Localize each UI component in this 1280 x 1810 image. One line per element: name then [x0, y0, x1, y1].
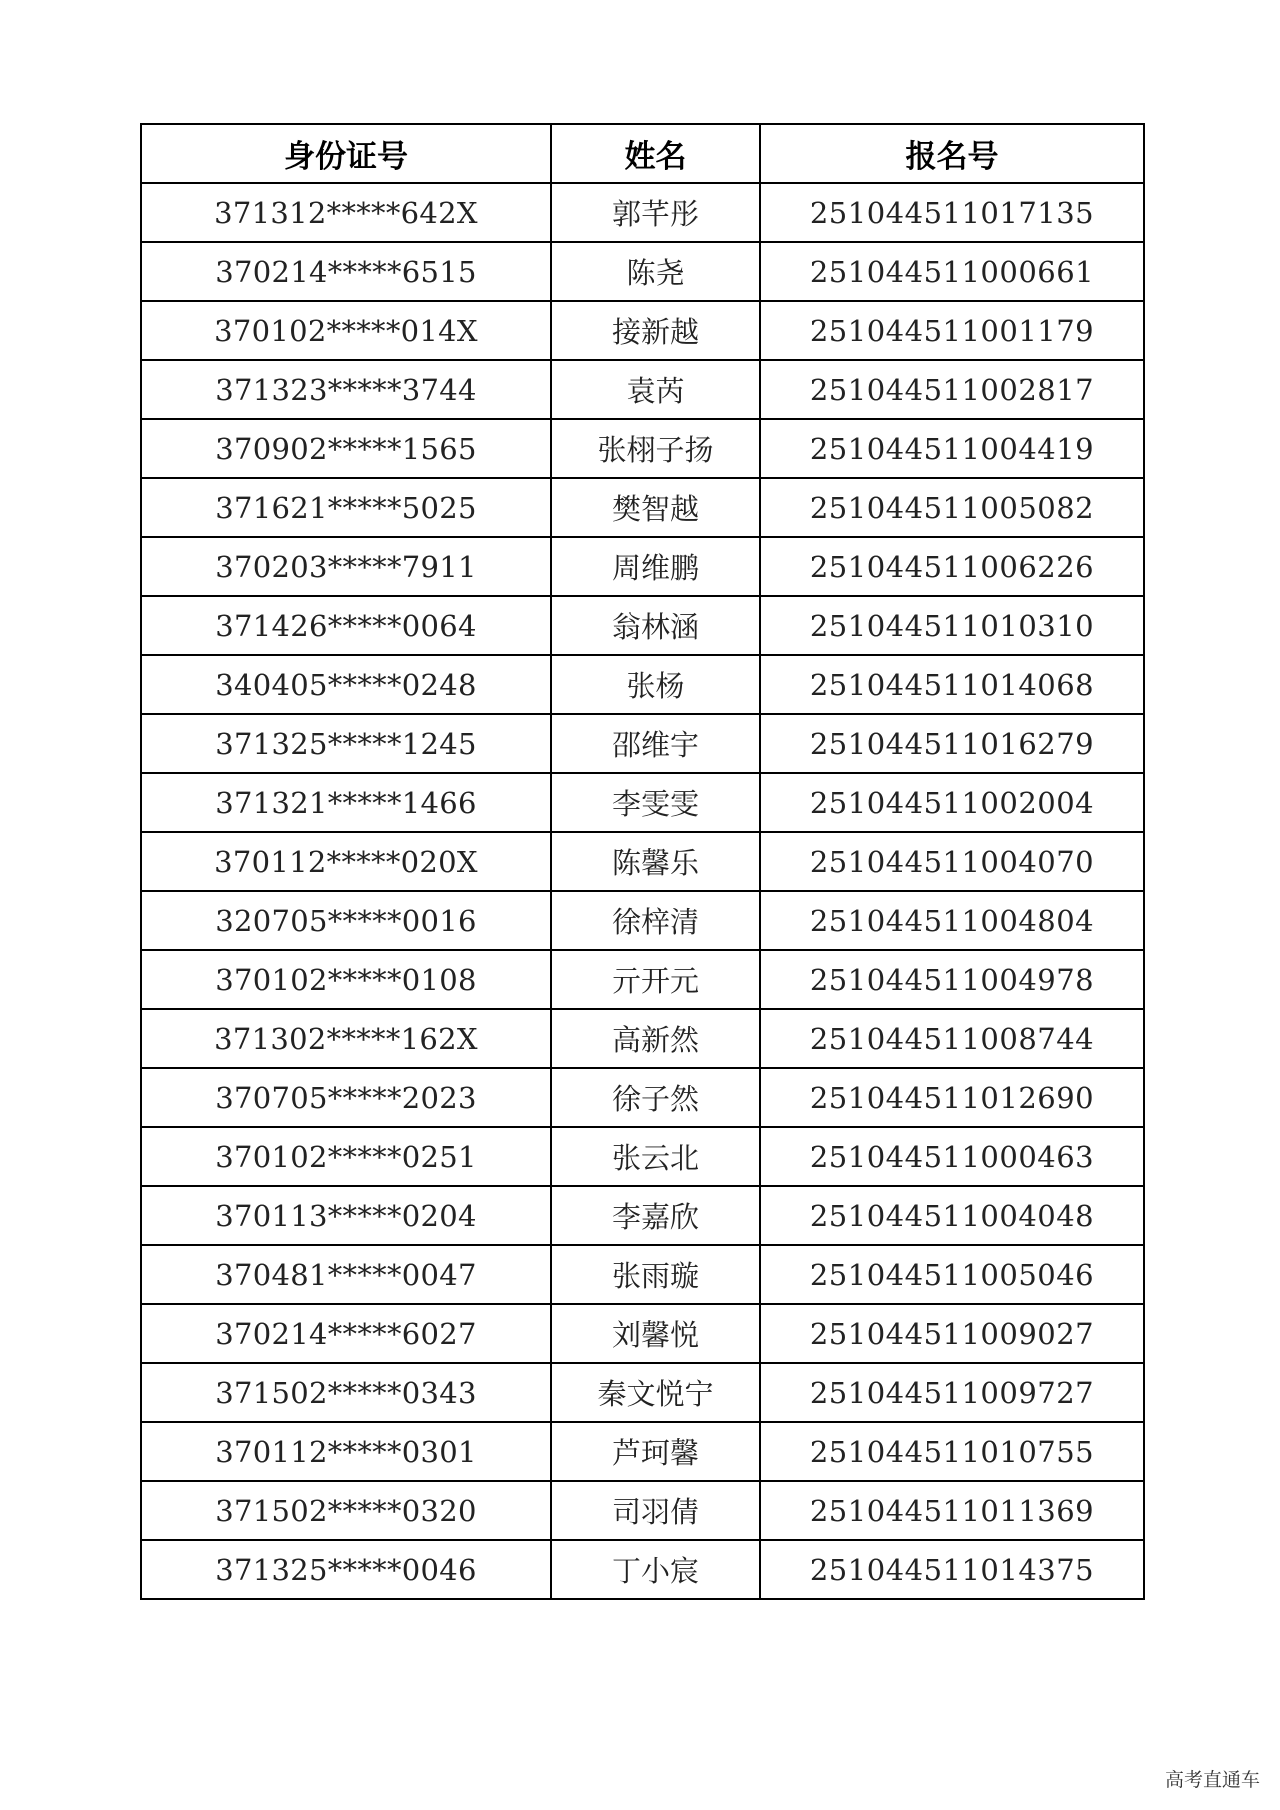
admission-list-table [140, 123, 1145, 1600]
table-row [141, 1363, 1144, 1422]
cell-registration-number: 251044511000661 [760, 242, 1144, 301]
cell-id-number: 370102*****014X [141, 301, 551, 360]
cell-name: 司羽倩 [551, 1481, 760, 1540]
table-row [141, 419, 1144, 478]
cell-id-number: 370902*****1565 [141, 419, 551, 478]
cell-registration-number: 251044511014068 [760, 655, 1144, 714]
cell-id-number: 340405*****0248 [141, 655, 551, 714]
cell-name: 李雯雯 [551, 773, 760, 832]
table-row [141, 655, 1144, 714]
cell-id-number: 371621*****5025 [141, 478, 551, 537]
cell-name: 张杨 [551, 655, 760, 714]
cell-id-number: 370705*****2023 [141, 1068, 551, 1127]
cell-id-number: 370214*****6515 [141, 242, 551, 301]
table-row [141, 1127, 1144, 1186]
cell-registration-number: 251044511002004 [760, 773, 1144, 832]
cell-registration-number: 251044511009727 [760, 1363, 1144, 1422]
cell-id-number: 370112*****020X [141, 832, 551, 891]
cell-id-number: 320705*****0016 [141, 891, 551, 950]
cell-name: 丁小宸 [551, 1540, 760, 1599]
cell-id-number: 371502*****0343 [141, 1363, 551, 1422]
cell-registration-number: 251044511005046 [760, 1245, 1144, 1304]
header-registration-number: 报名号 [760, 124, 1144, 183]
cell-name: 徐子然 [551, 1068, 760, 1127]
cell-id-number: 370113*****0204 [141, 1186, 551, 1245]
table-row [141, 1245, 1144, 1304]
cell-name: 袁芮 [551, 360, 760, 419]
table-row [141, 242, 1144, 301]
cell-id-number: 371302*****162X [141, 1009, 551, 1068]
cell-name: 芦珂馨 [551, 1422, 760, 1481]
table-row [141, 1009, 1144, 1068]
cell-name: 陈馨乐 [551, 832, 760, 891]
cell-registration-number: 251044511004804 [760, 891, 1144, 950]
table-row [141, 1186, 1144, 1245]
cell-registration-number: 251044511009027 [760, 1304, 1144, 1363]
cell-registration-number: 251044511016279 [760, 714, 1144, 773]
table-row [141, 773, 1144, 832]
cell-name: 张雨璇 [551, 1245, 760, 1304]
cell-id-number: 371426*****0064 [141, 596, 551, 655]
cell-name: 秦文悦宁 [551, 1363, 760, 1422]
table-row [141, 832, 1144, 891]
cell-name: 翁林涵 [551, 596, 760, 655]
cell-id-number: 370203*****7911 [141, 537, 551, 596]
cell-registration-number: 251044511002817 [760, 360, 1144, 419]
cell-name: 周维鹏 [551, 537, 760, 596]
table-row [141, 596, 1144, 655]
cell-registration-number: 251044511008744 [760, 1009, 1144, 1068]
cell-registration-number: 251044511004419 [760, 419, 1144, 478]
cell-id-number: 371321*****1466 [141, 773, 551, 832]
table-row [141, 537, 1144, 596]
table-row [141, 1304, 1144, 1363]
cell-registration-number: 251044511011369 [760, 1481, 1144, 1540]
cell-name: 亓开元 [551, 950, 760, 1009]
table-row [141, 1540, 1144, 1599]
table-row [141, 891, 1144, 950]
cell-id-number: 371323*****3744 [141, 360, 551, 419]
cell-name: 郭芊彤 [551, 183, 760, 242]
cell-name: 李嘉欣 [551, 1186, 760, 1245]
table-row [141, 714, 1144, 773]
cell-registration-number: 251044511010755 [760, 1422, 1144, 1481]
cell-name: 徐梓清 [551, 891, 760, 950]
cell-id-number: 371312*****642X [141, 183, 551, 242]
table-body [141, 183, 1144, 1599]
cell-registration-number: 251044511004978 [760, 950, 1144, 1009]
table-row [141, 183, 1144, 242]
header-id-number: 身份证号 [141, 124, 551, 183]
cell-name: 樊智越 [551, 478, 760, 537]
cell-registration-number: 251044511005082 [760, 478, 1144, 537]
cell-name: 接新越 [551, 301, 760, 360]
table-row [141, 1068, 1144, 1127]
cell-id-number: 371325*****1245 [141, 714, 551, 773]
table-header-row [141, 124, 1144, 183]
cell-name: 刘馨悦 [551, 1304, 760, 1363]
cell-registration-number: 251044511004048 [760, 1186, 1144, 1245]
cell-registration-number: 251044511006226 [760, 537, 1144, 596]
table-row [141, 1422, 1144, 1481]
cell-name: 高新然 [551, 1009, 760, 1068]
table-row [141, 360, 1144, 419]
cell-id-number: 371502*****0320 [141, 1481, 551, 1540]
cell-name: 陈尧 [551, 242, 760, 301]
table-row [141, 478, 1144, 537]
cell-registration-number: 251044511010310 [760, 596, 1144, 655]
cell-name: 张栩子扬 [551, 419, 760, 478]
cell-id-number: 370102*****0108 [141, 950, 551, 1009]
cell-id-number: 370112*****0301 [141, 1422, 551, 1481]
cell-registration-number: 251044511014375 [760, 1540, 1144, 1599]
cell-id-number: 370102*****0251 [141, 1127, 551, 1186]
table-row [141, 950, 1144, 1009]
cell-id-number: 371325*****0046 [141, 1540, 551, 1599]
cell-name: 张云北 [551, 1127, 760, 1186]
watermark-text: 高考直通车 [1164, 1769, 1260, 1791]
cell-registration-number: 251044511001179 [760, 301, 1144, 360]
cell-name: 邵维宇 [551, 714, 760, 773]
header-name: 姓名 [551, 124, 760, 183]
cell-registration-number: 251044511017135 [760, 183, 1144, 242]
cell-id-number: 370481*****0047 [141, 1245, 551, 1304]
cell-registration-number: 251044511004070 [760, 832, 1144, 891]
cell-registration-number: 251044511000463 [760, 1127, 1144, 1186]
table-row [141, 1481, 1144, 1540]
table-row [141, 301, 1144, 360]
cell-registration-number: 251044511012690 [760, 1068, 1144, 1127]
cell-id-number: 370214*****6027 [141, 1304, 551, 1363]
